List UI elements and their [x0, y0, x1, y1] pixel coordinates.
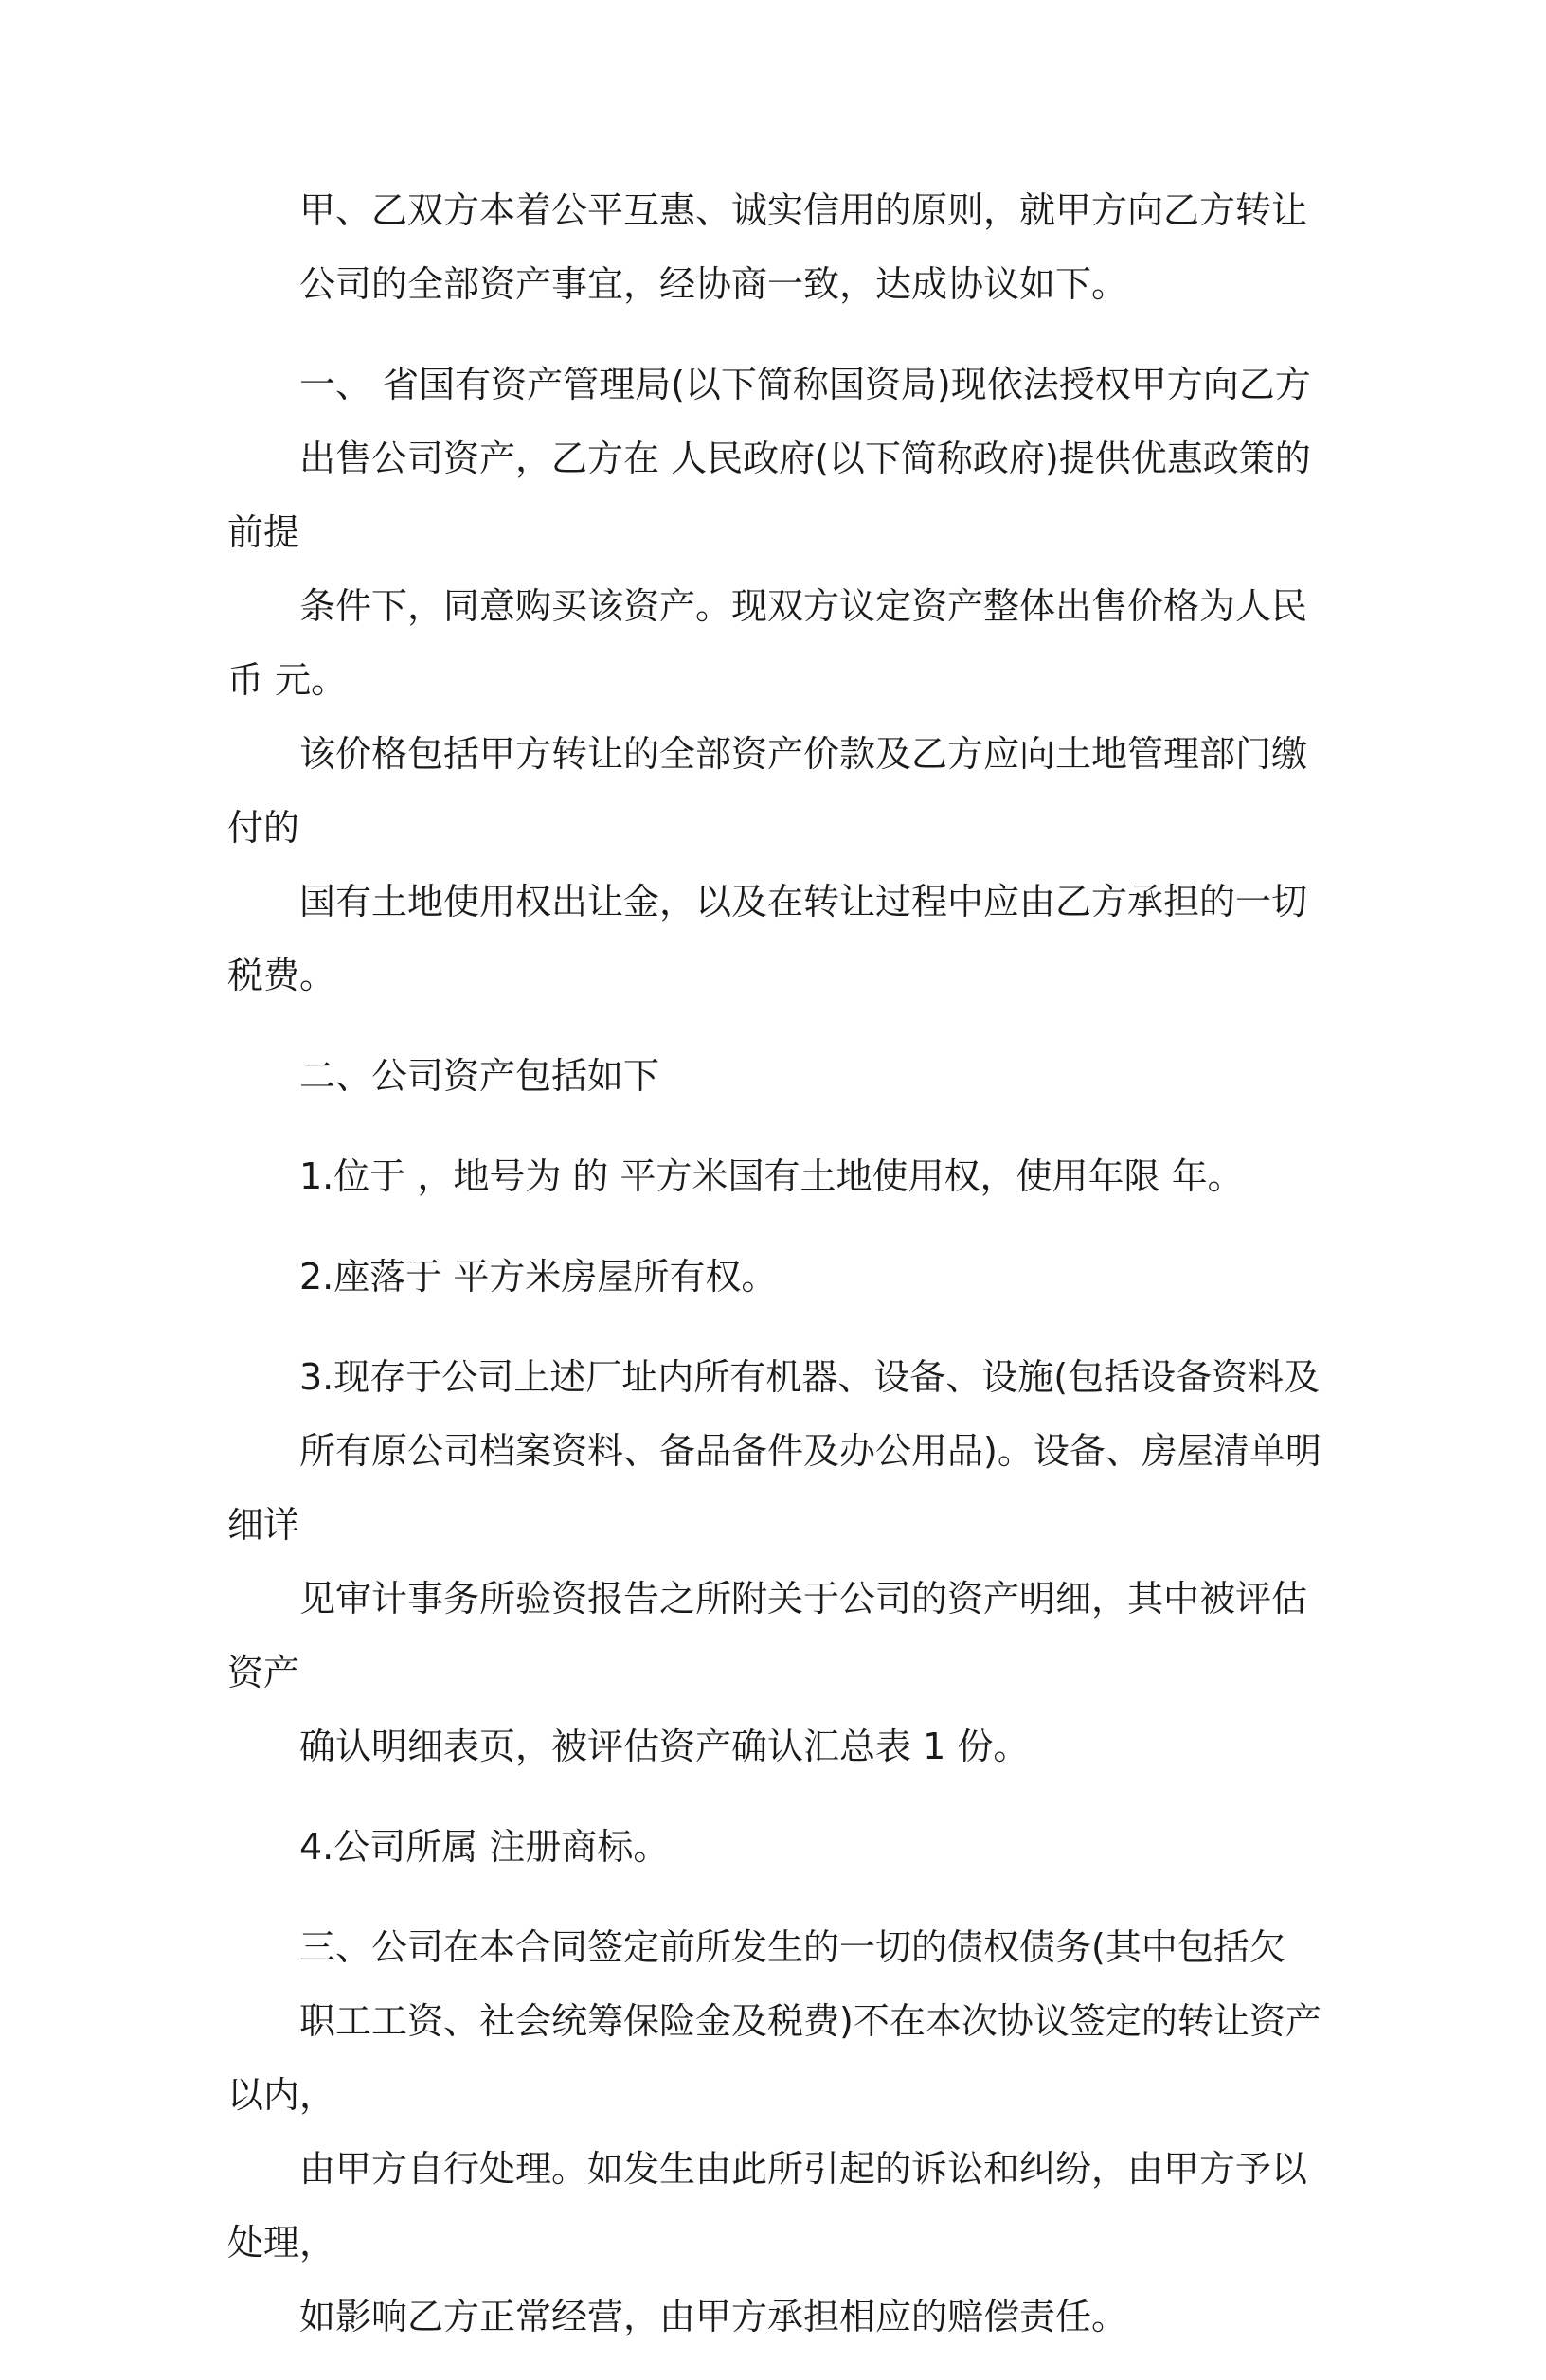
- text-line: 4.公司所属 注册商标。: [299, 1826, 670, 1868]
- text-line: 职工工资、社会统筹保险金及税费)不在本次协议签定的转让资产以内，: [227, 2000, 1321, 2116]
- text-line: 公司的全部资产事宜，经协商一致，达成协议如下。: [299, 263, 1128, 305]
- text-line: 一、 省国有资产管理局(以下简称国资局)现依法授权甲方向乙方: [299, 364, 1311, 405]
- paragraph-section-1: [227, 348, 1326, 1012]
- paragraph-item-4: [227, 1810, 1326, 1884]
- text-line: 所有原公司档案资料、备品备件及办公用品)。设备、房屋清单明细详: [227, 1430, 1321, 1546]
- text-line: 如影响乙方正常经营，由甲方承担相应的赔偿责任。: [299, 2296, 1128, 2337]
- text-line: 该价格包括甲方转让的全部资产价款及乙方应向土地管理部门缴付的: [227, 733, 1308, 849]
- text-line: 见审计事务所验资报告之所附关于公司的资产明细，其中被评估资产: [227, 1578, 1308, 1693]
- paragraph-section-2-heading: [227, 1039, 1326, 1113]
- text-line: 甲、乙双方本着公平互惠、诚实信用的原则，就甲方向乙方转让: [299, 189, 1308, 231]
- paragraph-item-3: [227, 1340, 1326, 1783]
- text-line: 条件下，同意购买该资产。现双方议定资产整体出售价格为人民币 元。: [227, 585, 1308, 701]
- paragraph-item-2: [227, 1240, 1326, 1314]
- paragraph-item-1: [227, 1139, 1326, 1213]
- text-line: 出售公司资产，乙方在 人民政府(以下简称政府)提供优惠政策的前提: [227, 438, 1311, 553]
- paragraph-section-3: [227, 1910, 1326, 2353]
- text-line: 确认明细表页，被评估资产确认汇总表 1 份。: [299, 1726, 1030, 1767]
- text-line: 三、公司在本合同签定前所发生的一切的债权债务(其中包括欠: [299, 1926, 1285, 1968]
- text-line: 二、公司资产包括如下: [299, 1055, 660, 1097]
- text-line: 1.位于 ，地号为 的 平方米国有土地使用权，使用年限 年。: [299, 1155, 1244, 1197]
- document-body: [227, 173, 1326, 2380]
- text-line: 由甲方自行处理。如发生由此所引起的诉讼和纠纷，由甲方予以处理，: [227, 2148, 1308, 2264]
- text-line: 2.座落于 平方米房屋所有权。: [299, 1256, 778, 1297]
- paragraph-intro: [227, 173, 1326, 321]
- text-line: 国有土地使用权出让金，以及在转让过程中应由乙方承担的一切税费。: [227, 881, 1308, 996]
- text-line: 3.现存于公司上述厂址内所有机器、设备、设施(包括设备资料及: [299, 1356, 1321, 1398]
